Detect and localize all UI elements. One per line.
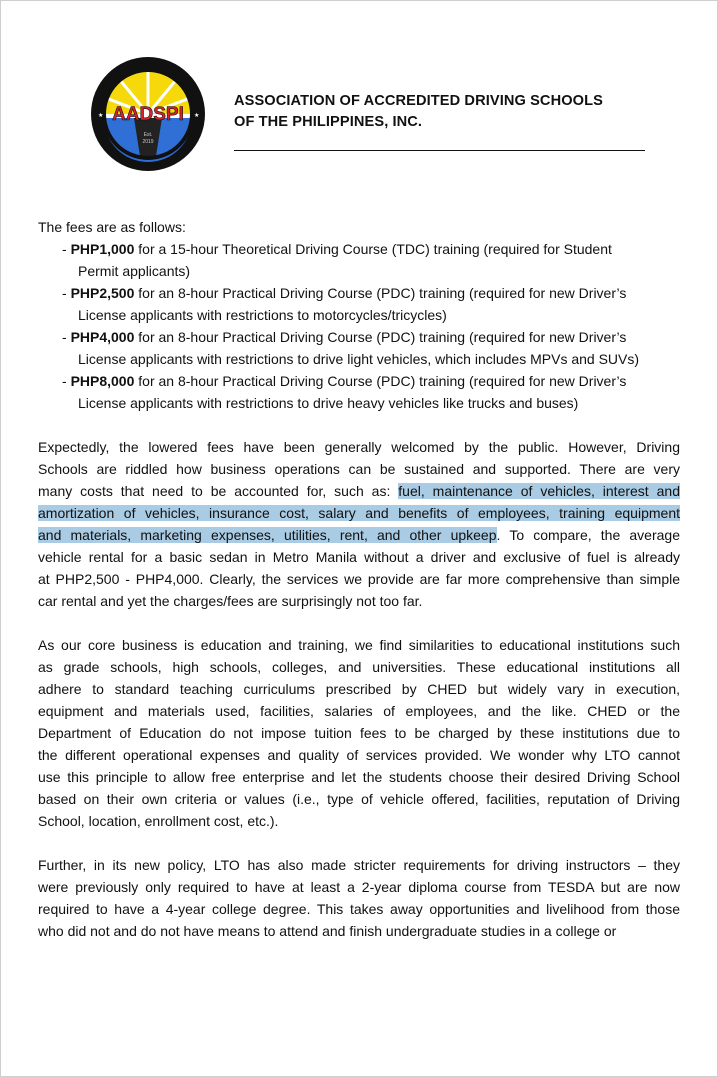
fee-line-continued: License applicants with restrictions to drive light vehicles, which includes MPVs and SUVs) <box>78 351 640 367</box>
highlighted-text: amortization of vehicles, insurance cost, salary and benefits of employees, training equipment <box>38 505 680 521</box>
fee-description: for an 8-hour Practical Driving Course (PDC) training (required for new Driver’s <box>134 285 627 301</box>
fee-description: for a 15-hour Theoretical Driving Course (TDC) training (required for Student <box>134 241 612 257</box>
document-body <box>38 216 680 942</box>
paragraph-line <box>38 480 680 502</box>
paragraph-line <box>38 744 680 766</box>
fee-item <box>38 370 680 414</box>
text-run: many costs that need to be accounted for, such as: <box>38 483 399 499</box>
paragraph-line <box>38 678 680 700</box>
paragraph-line <box>38 634 680 656</box>
text-run: who did not and do not have means to attend and finish undergraduate studies in a college or <box>38 923 617 939</box>
org-name-line1: ASSOCIATION OF ACCREDITED DRIVING SCHOOLS <box>234 93 603 109</box>
paragraph-line <box>38 568 680 590</box>
paragraph-line <box>38 502 680 524</box>
text-run: based on their own criteria or values (i.e., type of vehicle offered, facilities, reputation of Driving <box>38 791 680 807</box>
highlighted-text: fuel, maintenance of vehicles, interest and <box>398 483 680 499</box>
fee-amount: PHP4,000 <box>70 329 135 345</box>
paragraph-line <box>38 524 680 546</box>
text-run: at PHP2,500 - PHP4,000. Clearly, the services we provide are far more comprehensive than simple <box>38 571 680 587</box>
text-run: were previously only required to have at least a 2-year diploma course from TESDA but are now <box>38 879 680 895</box>
paragraph-line <box>38 546 680 568</box>
fee-line: - PHP4,000 for an 8-hour Practical Driving Course (PDC) training (required for new Driver’s <box>62 329 627 345</box>
text-run: adhere to standard teaching curriculums prescribed by CHED but widely vary in execution, <box>38 681 680 697</box>
org-name-line2: OF THE PHILIPPINES, INC. <box>234 114 423 130</box>
highlighted-text: and materials, marketing expenses, utilities, rent, and other upkeep <box>38 527 497 543</box>
paragraph-line <box>38 810 680 832</box>
fee-list <box>38 238 680 414</box>
paragraph-line <box>38 656 680 678</box>
text-run: as grade schools, high schools, colleges, and universities. These educational institutions all <box>38 659 680 675</box>
fee-line-continued: Permit applicants) <box>78 263 191 279</box>
svg-text:AADSPI: AADSPI <box>112 104 184 125</box>
paragraph-line <box>38 436 680 458</box>
paragraph-gap <box>38 612 680 634</box>
paragraph-line <box>38 788 680 810</box>
text-run: Schools are riddled how business operations can be sustained and supported. There are very <box>38 461 680 477</box>
text-run: As our core business is education and training, we find similarities to educational institutions such <box>38 637 680 653</box>
fee-amount: PHP8,000 <box>70 373 135 389</box>
paragraph <box>38 634 680 832</box>
text-run: the different operational expenses and quality of services provided. We wonder why LTO cannot <box>38 747 680 763</box>
paragraph-gap <box>38 832 680 854</box>
text-run: Expectedly, the lowered fees have been generally welcomed by the public. However, Driving <box>38 439 680 455</box>
svg-text:★: ★ <box>98 113 104 119</box>
fee-line: - PHP8,000 for an 8-hour Practical Driving Course (PDC) training (required for new Driver’s <box>62 373 627 389</box>
text-run: . To compare, the average <box>496 527 680 543</box>
fee-item <box>38 282 680 326</box>
paragraph-line <box>38 700 680 722</box>
paragraph-line <box>38 876 680 898</box>
text-run: equipment and materials used, facilities, salaries of employees, and the like. CHED or the <box>38 703 680 719</box>
paragraph-line <box>38 722 680 744</box>
paragraph-line <box>38 898 680 920</box>
paragraph-gap <box>38 414 680 436</box>
fee-item <box>38 238 680 282</box>
paragraph-line <box>38 590 680 612</box>
fee-line: - PHP2,500 for an 8-hour Practical Driving Course (PDC) training (required for new Driver’s <box>62 285 627 301</box>
paragraph-line <box>38 766 680 788</box>
text-run: use this principle to allow free enterprise and let the students choose their desired Driving School <box>38 769 680 785</box>
text-run: Further, in its new policy, LTO has also made stricter requirements for driving instructors – they <box>38 857 680 873</box>
fees-intro: The fees are as follows: <box>38 219 186 235</box>
header-rule <box>234 150 645 151</box>
paragraph <box>38 854 680 942</box>
svg-text:★: ★ <box>194 113 200 119</box>
text-run: car rental and yet the charges/fees are surprisingly not too far. <box>38 593 423 609</box>
paragraph <box>38 436 680 612</box>
fee-description: for an 8-hour Practical Driving Course (PDC) training (required for new Driver’s <box>134 329 627 345</box>
fee-line-continued: License applicants with restrictions to drive heavy vehicles like trucks and buses) <box>78 395 579 411</box>
text-run: School, location, enrollment cost, etc.). <box>38 813 279 829</box>
fee-item <box>38 326 680 370</box>
paragraph-line <box>38 458 680 480</box>
fee-amount: PHP1,000 <box>70 241 135 257</box>
paragraph-line <box>38 920 680 942</box>
paragraphs <box>38 414 680 942</box>
fee-amount: PHP2,500 <box>70 285 135 301</box>
svg-text:2019: 2019 <box>142 139 154 145</box>
aadspi-logo <box>90 56 206 172</box>
text-run: vehicle rental for a basic sedan in Metro Manila without a driver and exclusive of fuel is already <box>38 549 680 565</box>
text-run: required to have a 4-year college degree. This takes away opportunities and livelihood from those <box>38 901 680 917</box>
fee-line-continued: License applicants with restrictions to motorcycles/tricycles) <box>78 307 447 323</box>
svg-text:Est.: Est. <box>143 132 153 138</box>
fee-description: for an 8-hour Practical Driving Course (PDC) training (required for new Driver’s <box>134 373 627 389</box>
paragraph-line <box>38 854 680 876</box>
organization-name <box>234 91 603 133</box>
text-run: Department of Education do not impose tuition fees to be charged by these institutions due to <box>38 725 680 741</box>
fee-line: - PHP1,000 for a 15-hour Theoretical Driving Course (TDC) training (required for Student <box>62 241 612 257</box>
